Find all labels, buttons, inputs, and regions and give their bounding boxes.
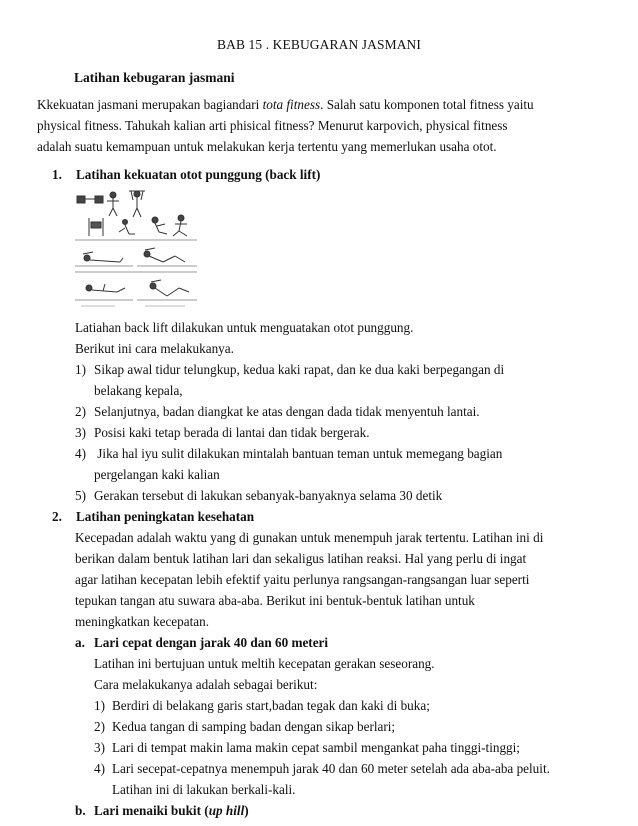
section-2-para-2: berikan dalam bentuk latihan lari dan sekaligus latihan reaksi. Hal yang perlu di ingat [75, 551, 527, 566]
list-item: 3) Posisi kaki tetap berada di lantai dan tidak bergerak. [75, 425, 370, 440]
subsection-a-heading: a. Lari cepat dengan jarak 40 dan 60 meteri [75, 635, 329, 650]
list-item: 2) Selanjutnya, badan diangkat ke atas dengan dada tidak menyentuh lantai. [75, 404, 480, 419]
list-item: 2) Kedua tangan di samping badan dengan sikap berlari; [94, 719, 396, 734]
subsection-a-how-to: Cara melakukanya adalah sebagai berikut: [94, 677, 318, 692]
section-2-para-4: tepukan tangan atu suwara aba-aba. Berikut ini bentuk-bentuk latihan untuk [75, 593, 475, 608]
list-item-cont: belakang kepala, [94, 383, 183, 398]
section-2-para-5: meningkatkan kecepatan. [75, 614, 210, 629]
list-item: 1) Sikap awal tidur telungkup, kedua kaki rapat, dan ke dua kaki berpegangan di [75, 362, 505, 377]
list-item: 1) Berdiri di belakang garis start,badan tegak dan kaki di buka; [94, 698, 430, 713]
section-1-how-to: Berikut ini cara melakukanya. [75, 341, 234, 356]
section-2-para-3: agar latihan kecepatan lebih efektif yaitu perlunya rangsangan-rangsangan luar seperti [75, 572, 530, 587]
page-subtitle: Latihan kebugaran jasmani [74, 70, 235, 85]
subsection-b-heading: b. Lari menaiki bukit (up hill) [75, 803, 249, 818]
section-2-heading: 2. Latihan peningkatan kesehatan [52, 509, 255, 524]
intro-line-3: adalah suatu kemampuan untuk melakukan kerja tertentu yang memerlukan usaha otot. [37, 139, 497, 154]
page-title: BAB 15 . KEBUGARAN JASMANI [217, 37, 421, 52]
list-item: 5) Gerakan tersebut di lakukan sebanyak-banyaknya selama 30 detik [75, 488, 443, 503]
exercise-illustration-grid-icon [75, 188, 197, 312]
section-1-heading: 1. Latihan kekuatan otot punggung (back lift) [52, 167, 321, 182]
list-item-cont: Latihan ini di lakukan berkali-kali. [112, 782, 296, 797]
list-item: 4) Jika hal iyu sulit dilakukan mintalah bantuan teman untuk memegang bagian [75, 446, 503, 461]
intro-line-1: Kkekuatan jasmani merupakan bagiandari tota fitness. Salah satu komponen total fitness yaitu [37, 97, 534, 112]
intro-line-2: physical fitness. Tahukah kalian arti phisical fitness? Menurut karpovich, physical fitness [37, 118, 508, 133]
subsection-a-description: Latihan ini bertujuan untuk meltih kecepatan gerakan seseorang. [94, 656, 435, 671]
section-1-description: Latiahan back lift dilakukan untuk menguatakan otot punggung. [75, 320, 414, 335]
section-2-para-1: Kecepadan adalah waktu yang di gunakan untuk menempuh jarak tertentu. Latihan ini di [75, 530, 544, 545]
list-item-cont: pergelangan kaki kalian [94, 467, 220, 482]
list-item: 3) Lari di tempat makin lama makin cepat sambil mengankat paha tinggi-tinggi; [94, 740, 520, 755]
list-item: 4) Lari secepat-cepatnya menempuh jarak 40 dan 60 meter setelah ada aba-aba peluit. [94, 761, 550, 776]
